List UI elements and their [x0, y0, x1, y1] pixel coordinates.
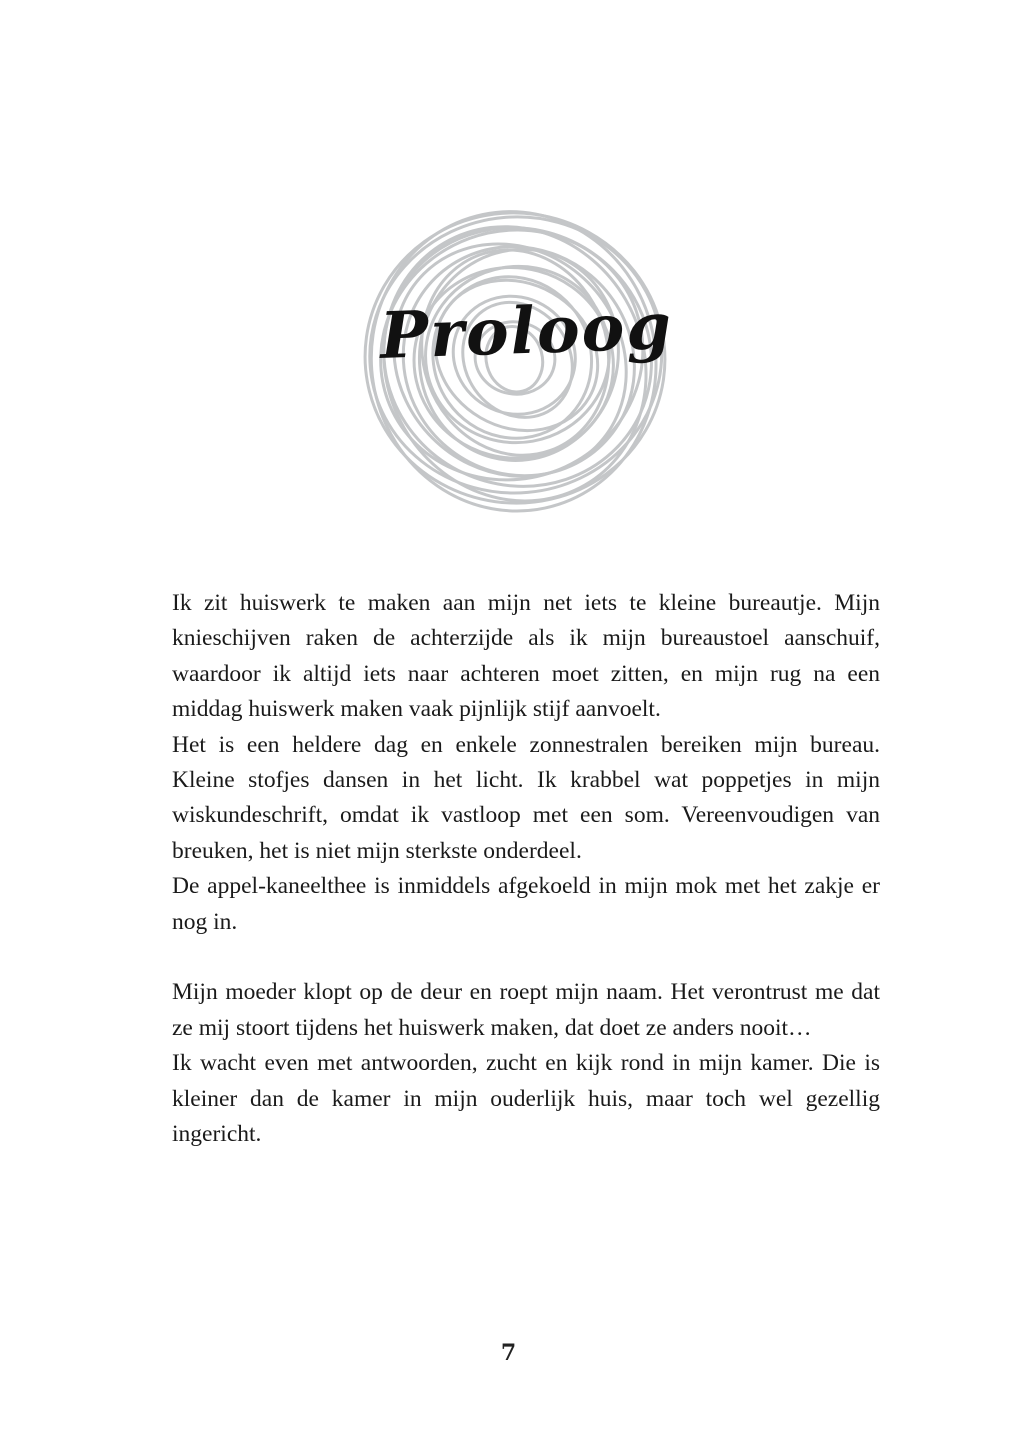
page-number: 7 — [500, 1340, 517, 1366]
paragraph: Ik wacht even met antwoorden, zucht en kijk rond in mijn kamer. Die is kleiner dan de kamer in mijn ouderlijk huis, maar toch wel gezellig ingericht. — [172, 1050, 880, 1148]
chapter-title: Proloog — [378, 288, 675, 375]
paragraph: Het is een heldere dag en enkele zonnestralen bereiken mijn bureau. Kleine stofjes dansen in het licht. Ik krabbel wat poppetjes in mijn wiskundeschrift, omdat ik vastloop met een som. Vereenvoudigen van breuken, het is niet mijn sterkste onderdeel. — [172, 731, 880, 864]
paragraph: Mijn moeder klopt op de deur en roept mijn naam. Het verontrust me dat ze mij stoort tijdens het huiswerk maken, dat doet ze anders nooit… — [172, 979, 880, 1041]
chapter-body — [172, 586, 880, 1152]
paragraph: Ik zit huiswerk te maken aan mijn net iets te kleine bureautje. Mijn knieschijven raken de achterzijde als ik mijn bureaustoel aanschuif, waardoor ik altijd iets naar achteren moet zitten, en mijn rug na een middag huiswerk maken vaak pijnlijk stijf aanvoelt. — [172, 590, 880, 723]
paragraph: De appel-kaneelthee is inmiddels afgekoeld in mijn mok met het zakje er nog in. — [172, 873, 880, 935]
